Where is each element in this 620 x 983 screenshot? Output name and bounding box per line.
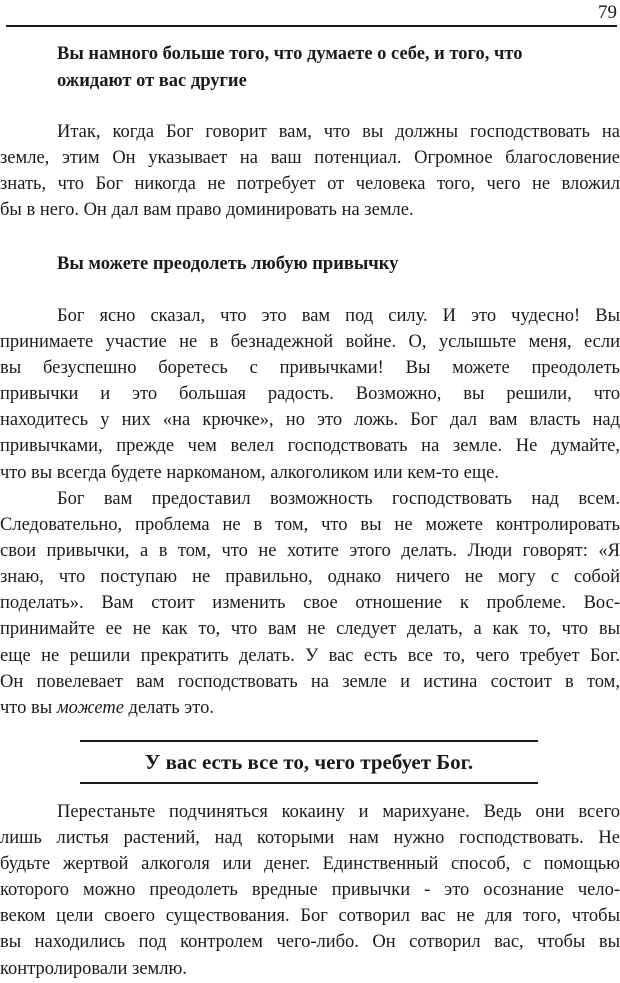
subheading-bigger-than-you-think bbox=[57, 41, 523, 95]
text-line: привычками, прежде чем велел господствовать на земле. Не думайте, bbox=[0, 436, 620, 457]
subheading-overcome-habit bbox=[57, 251, 398, 278]
section-title: У вас есть все то, чего требует Бог. bbox=[144, 750, 474, 774]
page-number: 79 bbox=[598, 2, 617, 23]
text-line: которого можно преодолеть вредные привычки - это осознание чело- bbox=[0, 880, 620, 901]
text-line: знать, что Бог никогда не потребует от человека того, чего не вложил bbox=[0, 174, 620, 195]
subheading-line: Вы можете преодолеть любую привычку bbox=[57, 254, 399, 274]
text-line: будьте жертвой алкоголя или денег. Единственный способ, с помощью bbox=[0, 854, 620, 875]
text-line: принимаете участие не в безнадежной войне. О, услышьте меня, если bbox=[0, 332, 620, 353]
text-line: свои привычки, а в том, что не хотите этого делать. Люди говорят: «Я bbox=[0, 541, 620, 562]
text-line: Итак, когда Бог говорит вам, что вы должны господствовать на bbox=[57, 122, 620, 142]
paragraph-dominion bbox=[0, 486, 620, 721]
text-line: вы безуспешно боретесь с привычками! Вы можете преодолеть bbox=[0, 358, 620, 379]
text-line: поделать». Вам стоит изменить свое отношение к проблеме. Вос- bbox=[0, 593, 620, 614]
text-line: Он повелевает вам господствовать на земле и истина состоит в том, bbox=[0, 671, 620, 692]
paragraph-habits bbox=[0, 303, 620, 486]
emphasis-text: можете bbox=[56, 697, 124, 718]
text-line: Следовательно, проблема не в том, что вы не можете контролировать bbox=[0, 515, 620, 536]
text-line: веком цели своего существования. Бог сотворил вас не для того, чтобы bbox=[0, 906, 620, 927]
text-line: Бог ясно сказал, что это вам под силу. И это чудесно! Вы bbox=[57, 306, 620, 326]
text-line: привычки и это большая радость. Возможно, вы решили, что bbox=[0, 384, 620, 405]
text-line: лишь листья растений, над которыми нам нужно господствовать. Не bbox=[0, 828, 620, 849]
text-line: контролировали землю. bbox=[0, 958, 187, 979]
text-line: вы находились под контролем чего-либо. Он сотворил вас, чтобы вы bbox=[0, 932, 620, 953]
text-line: знаю, что поступаю не правильно, однако ничего не могу с собой bbox=[0, 567, 620, 588]
subheading-line: ожидают от вас другие bbox=[57, 71, 247, 91]
paragraph-stop-submitting bbox=[0, 799, 620, 982]
text-line: земле, этим Он указывает на ваш потенциал. Огромное благословение bbox=[0, 148, 620, 169]
text-line: бы в него. Он дал вам право доминировать на земле. bbox=[0, 200, 414, 221]
text-fragment: что вы bbox=[0, 697, 57, 718]
text-line: Бог вам предоставил возможность господствовать над всем. bbox=[57, 489, 620, 509]
text-line: находитесь у них «на крючке», но это ложь. Бог дал вам власть над bbox=[0, 410, 620, 431]
subheading-line: Вы намного больше того, что думаете о себе, и того, что bbox=[57, 44, 523, 64]
text-fragment: делать это. bbox=[123, 697, 214, 718]
section-title-box bbox=[80, 740, 538, 784]
text-line: еще не решили прекратить делать. У вас есть все то, чего требует Бог. bbox=[0, 645, 620, 666]
paragraph-potential bbox=[0, 119, 620, 223]
header-rule bbox=[6, 25, 617, 27]
text-line: что вы всегда будете наркоманом, алкоголиком или кем-то еще. bbox=[0, 462, 499, 483]
text-line bbox=[0, 695, 620, 721]
text-line: принимайте ее не как то, что вам не следует делать, а как то, что вы bbox=[0, 619, 620, 640]
text-line: Перестаньте подчиняться кокаину и марихуане. Ведь они всего bbox=[57, 802, 620, 822]
